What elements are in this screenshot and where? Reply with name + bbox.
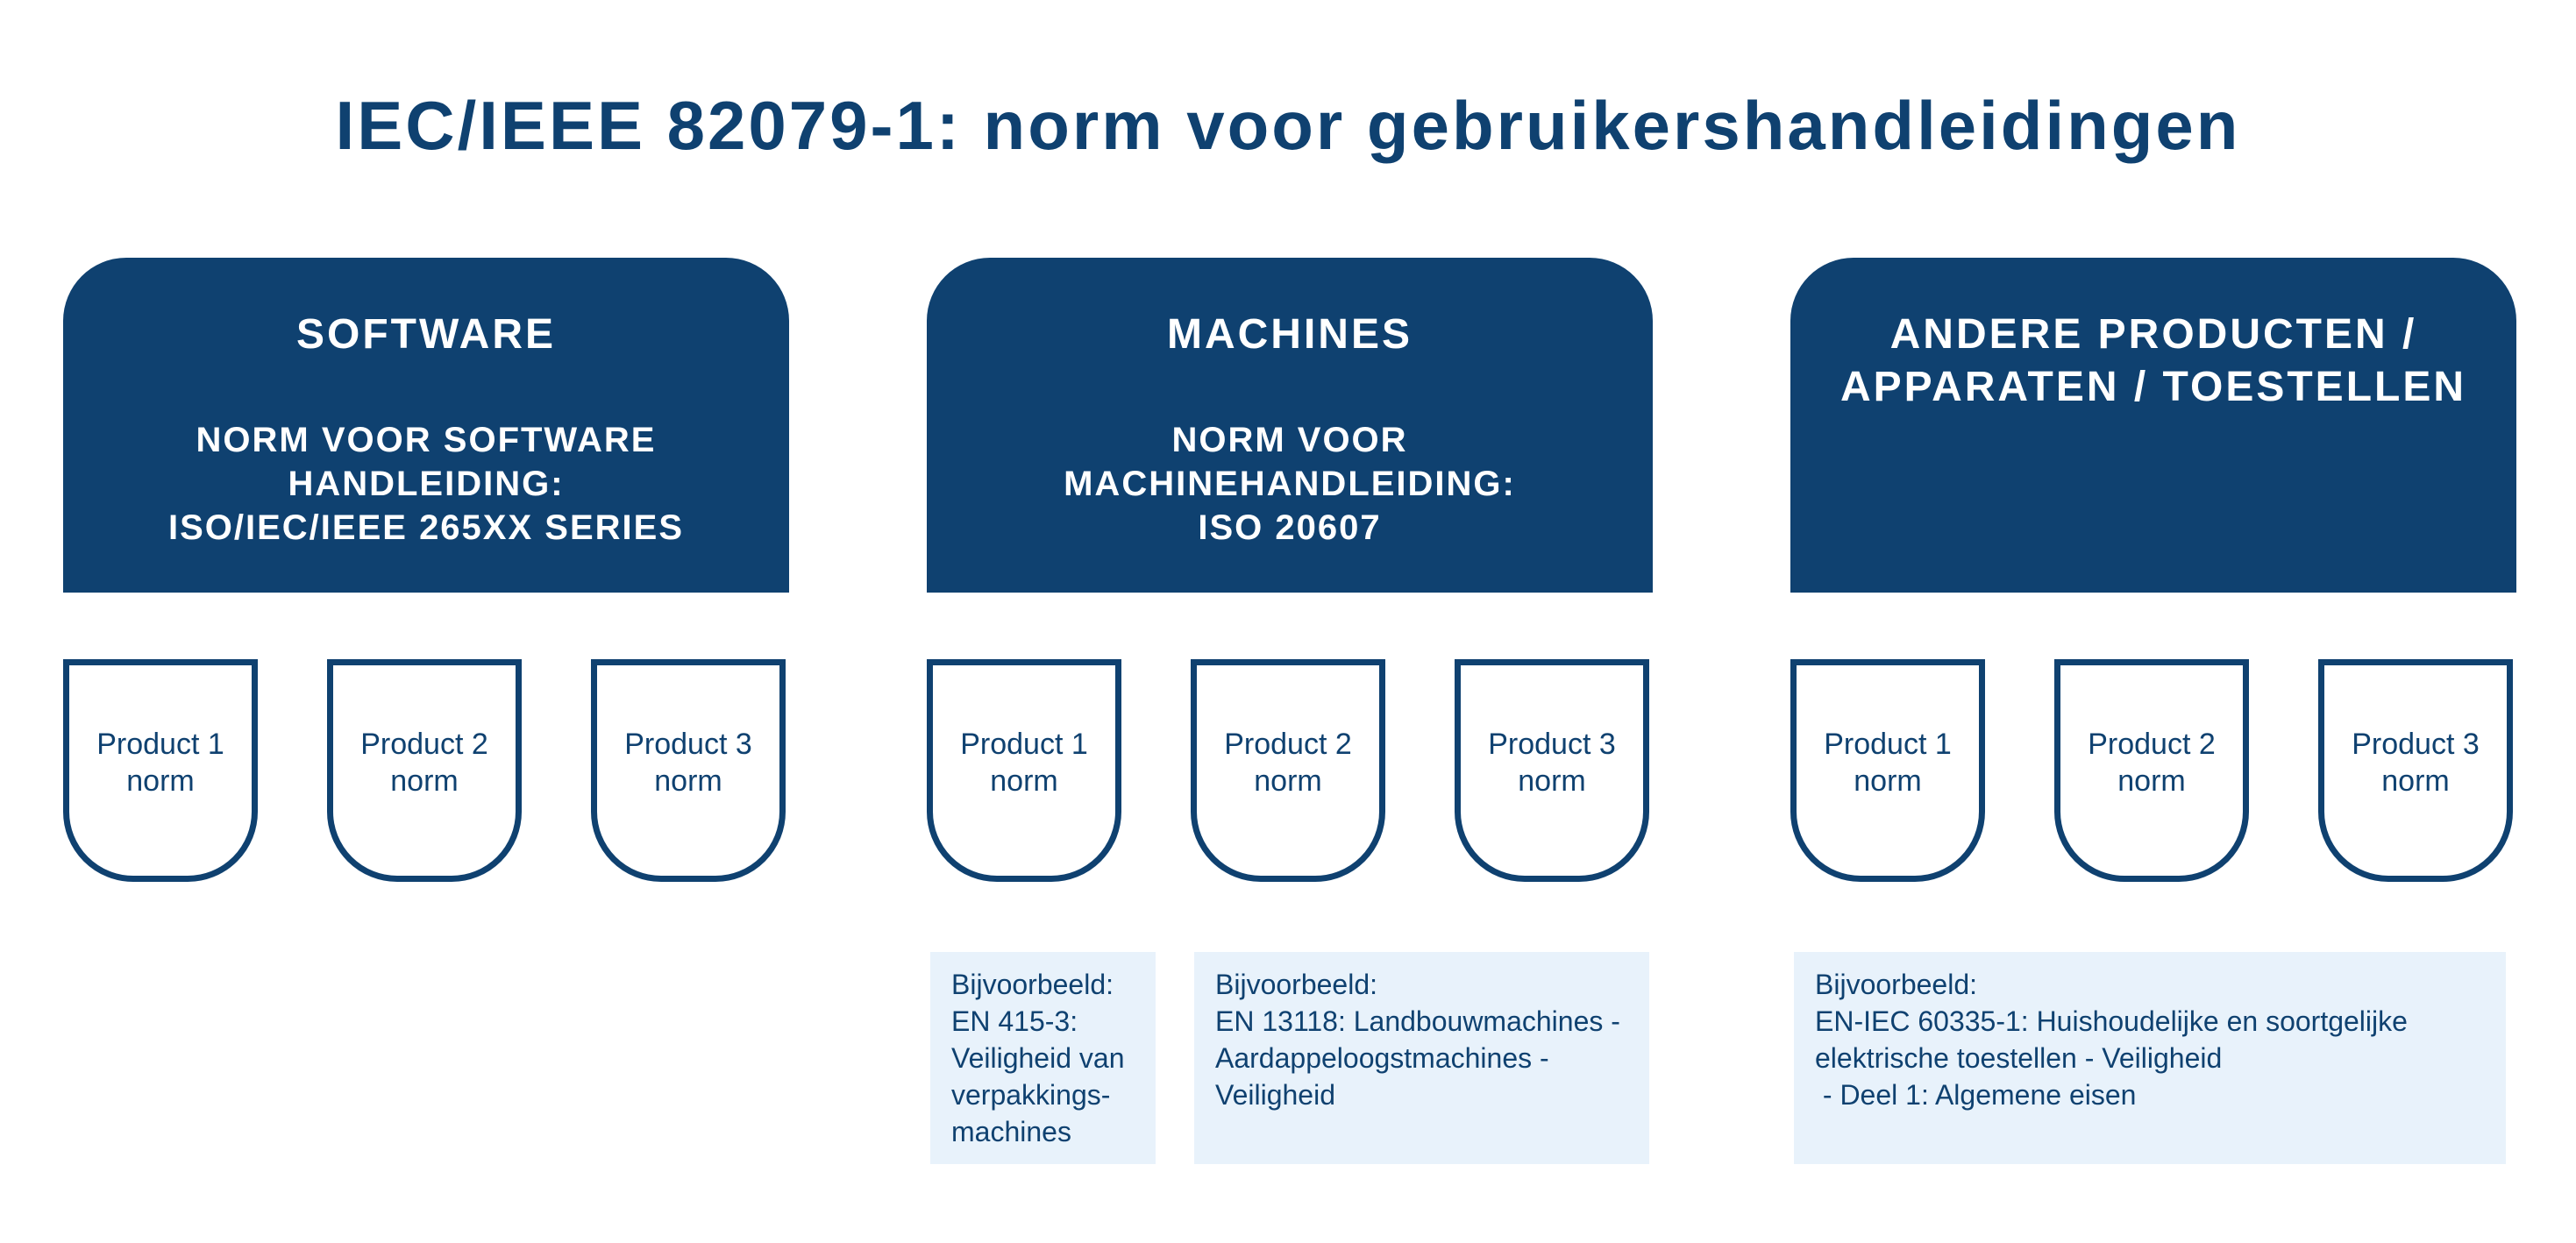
column-subtitle — [63, 418, 789, 550]
product-label: norm — [390, 764, 459, 798]
column-title — [63, 309, 789, 361]
product-norm-box — [927, 659, 1121, 882]
column-subtitle-line: HANDLEIDING: — [288, 465, 565, 503]
product-norm-box — [63, 659, 258, 882]
column-machines-header — [927, 258, 1653, 593]
product-name: Product 2 — [2088, 728, 2216, 761]
product-norm-box — [2054, 659, 2249, 882]
example-box-machines-1 — [930, 952, 1156, 1164]
example-line: EN 415-3: — [951, 1005, 1078, 1037]
product-label: norm — [2381, 764, 2450, 798]
column-title — [1790, 309, 2516, 414]
example-line: verpakkings- — [951, 1079, 1111, 1111]
product-name: Product 1 — [1824, 728, 1952, 761]
product-label: norm — [1854, 764, 1922, 798]
product-name: Product 1 — [96, 728, 224, 761]
product-name: Product 3 — [1488, 728, 1616, 761]
product-norm-box — [2318, 659, 2513, 882]
example-line: - Deel 1: Algemene eisen — [1815, 1079, 2137, 1111]
product-norm-box — [591, 659, 786, 882]
column-title-line: APPARATEN / TOESTELLEN — [1839, 364, 2467, 410]
product-label: norm — [654, 764, 722, 798]
product-name: Product 3 — [2352, 728, 2480, 761]
column-software-header — [63, 258, 789, 593]
product-norm-box — [327, 659, 522, 882]
example-line: elektrische toestellen - Veiligheid — [1815, 1042, 2223, 1074]
column-subtitle-line: ISO 20607 — [1198, 508, 1382, 547]
column-other-products-header — [1790, 258, 2516, 593]
column-title-line: MACHINES — [1166, 311, 1413, 358]
example-line: EN 13118: Landbouwmachines - — [1215, 1005, 1620, 1037]
product-label: norm — [1254, 764, 1322, 798]
product-label: norm — [1518, 764, 1586, 798]
example-line: Bijvoorbeeld: — [1815, 969, 1977, 1000]
column-subtitle-line: MACHINEHANDLEIDING: — [1064, 465, 1516, 503]
column-subtitle-line: NORM VOOR — [1171, 421, 1408, 459]
column-subtitle — [927, 418, 1653, 550]
example-line: machines — [951, 1116, 1071, 1147]
diagram-title: IEC/IEEE 82079-1: norm voor gebruikershandleidingen — [335, 87, 2241, 164]
example-line: Aardappeloogstmachines - — [1215, 1042, 1549, 1074]
example-line: Bijvoorbeeld: — [1215, 969, 1377, 1000]
example-line: Veiligheid van — [951, 1042, 1125, 1074]
example-box-other-products — [1794, 952, 2506, 1164]
example-box-machines-2 — [1194, 952, 1649, 1164]
product-name: Product 2 — [360, 728, 488, 761]
example-line: Bijvoorbeeld: — [951, 969, 1114, 1000]
product-norm-box — [1191, 659, 1385, 882]
column-title-line: ANDERE PRODUCTEN / — [1889, 311, 2417, 358]
product-norm-box — [1790, 659, 1985, 882]
product-label: norm — [990, 764, 1058, 798]
product-name: Product 3 — [624, 728, 752, 761]
example-line: EN-IEC 60335-1: Huishoudelijke en soortgelijke — [1815, 1005, 2408, 1037]
product-label: norm — [2117, 764, 2186, 798]
example-line: Veiligheid — [1215, 1079, 1335, 1111]
column-title — [927, 309, 1653, 361]
column-title-line: SOFTWARE — [296, 311, 556, 358]
product-norm-box — [1455, 659, 1649, 882]
column-subtitle-line: ISO/IEC/IEEE 265XX SERIES — [167, 508, 684, 547]
product-name: Product 2 — [1224, 728, 1352, 761]
column-subtitle-line: NORM VOOR SOFTWARE — [196, 421, 657, 459]
product-name: Product 1 — [960, 728, 1088, 761]
product-label: norm — [126, 764, 195, 798]
